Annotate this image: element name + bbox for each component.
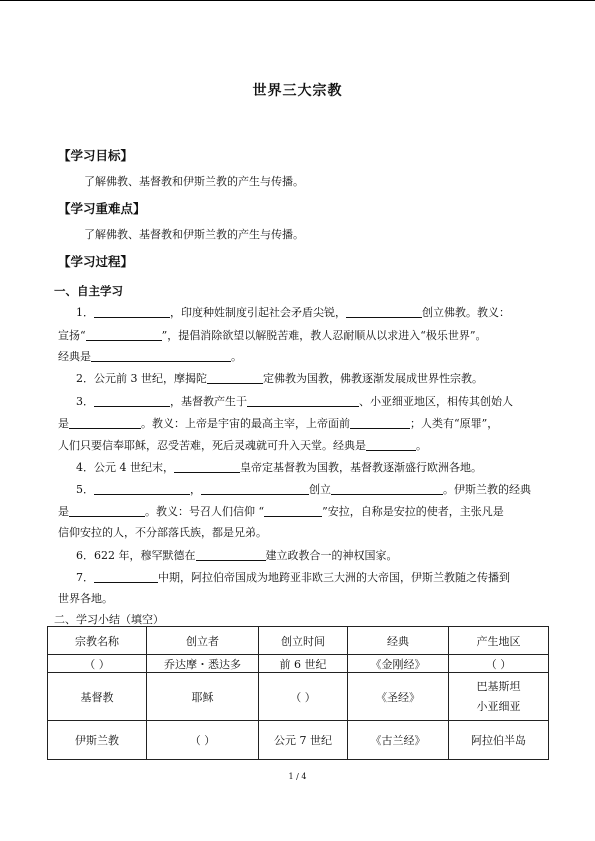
header-origin-region: 产生地区 [449, 627, 549, 655]
q3-blank-5[interactable] [366, 438, 416, 451]
goal-text: 了解佛教、基督教和伊斯兰教的产生与传播。 [84, 175, 304, 188]
q1-line3: 经典是 。 [58, 350, 242, 363]
table-row [48, 673, 549, 721]
header-founded-time: 创立时间 [259, 627, 348, 655]
cell-religion: 伊斯兰教 [48, 721, 147, 760]
header-founder: 创立者 [147, 627, 259, 655]
q5-blank-3[interactable] [331, 482, 443, 495]
q3-blank-2[interactable] [247, 394, 359, 407]
q3-blank-1[interactable] [94, 394, 170, 407]
key-text: 了解佛教、基督教和伊斯兰教的产生与传播。 [84, 228, 304, 241]
header-scripture: 经典 [348, 627, 449, 655]
cell-time-blank[interactable]: （ ） [259, 673, 348, 721]
q7-line2: 世界各地。 [58, 592, 113, 605]
q1-blank-2[interactable] [346, 305, 422, 318]
cell-founder: 乔达摩・悉达多 [147, 655, 259, 673]
table-row [48, 655, 549, 673]
q5-blank-4[interactable] [69, 504, 145, 517]
section-heading-process: 【学习过程】 [58, 254, 134, 269]
q1-blank-1[interactable] [94, 305, 170, 318]
q3-line2: 是 。教义：上帝是宇宙的最高主宰，上帝面前 ；人类有“原罪”， [58, 417, 499, 430]
table-header-row [48, 627, 549, 655]
q5-line1: 5． ， 创立 。伊斯兰教的经典 [76, 483, 531, 496]
cell-time: 公元 7 世纪 [259, 721, 348, 760]
q5-line2: 是 。教义：号召人们信仰 “ ”安拉，自称是安拉的使者，主张凡是 [58, 505, 504, 518]
page-title: 世界三大宗教 [252, 83, 343, 99]
cell-scripture: 《金刚经》 [348, 655, 449, 673]
cell-scripture: 《圣经》 [348, 673, 449, 721]
cell-religion: 基督教 [48, 673, 147, 721]
q5-blank-1[interactable] [94, 482, 190, 495]
q3-line3: 人们只要信奉耶稣，忍受苦难，死后灵魂就可升入天堂。经典是 。 [58, 439, 427, 452]
q6-line: 6．622 年，穆罕默德在 建立政教合一的神权国家。 [76, 549, 398, 562]
cell-region-blank[interactable]: （ ） [449, 655, 549, 673]
q3-blank-4[interactable] [350, 416, 410, 429]
q1-blank-3[interactable] [86, 328, 162, 341]
q2-blank-1[interactable] [207, 371, 263, 384]
page-top-rule [0, 0, 595, 1]
q3-blank-3[interactable] [69, 416, 141, 429]
page-number: 1 / 4 [288, 772, 307, 781]
cell-region-line-2: 小亚细亚 [476, 699, 521, 713]
q1-line1: 1． ，印度种姓制度引起社会矛盾尖锐， 创立佛教。教义： [76, 306, 510, 319]
summary-table [47, 626, 549, 760]
q4-blank-1[interactable] [174, 460, 240, 473]
section-heading-goal: 【学习目标】 [58, 148, 134, 163]
table-row [48, 721, 549, 760]
cell-scripture: 《古兰经》 [348, 721, 449, 760]
summary-label: 二、学习小结（填空） [54, 613, 164, 626]
q6-blank-1[interactable] [196, 548, 266, 561]
q7-blank-1[interactable] [94, 570, 158, 583]
q4-line: 4．公元 4 世纪末， 皇帝定基督教为国教，基督教逐渐盛行欧洲各地。 [76, 461, 482, 474]
cell-founder-blank[interactable]: （ ） [147, 721, 259, 760]
q5-line3: 信仰安拉的人，不分部落氏族，都是兄弟。 [58, 526, 267, 539]
cell-religion-blank[interactable]: （ ） [48, 655, 147, 673]
q7-line1: 7． 中期，阿拉伯帝国成为地跨亚非欧三大洲的大帝国，伊斯兰教随之传播到 [76, 571, 510, 584]
q1-blank-4[interactable] [91, 349, 231, 362]
q2-line: 2．公元前 3 世纪，摩揭陀 定佛教为国教，佛教逐渐发展成世界性宗教。 [76, 372, 483, 385]
section-heading-key: 【学习重难点】 [58, 201, 146, 216]
cell-region [449, 673, 549, 721]
q5-blank-2[interactable] [201, 482, 309, 495]
q3-line1: 3． ，基督教产生于 、小亚细亚地区，相传其创始人 [76, 395, 513, 408]
q5-blank-5[interactable] [264, 504, 322, 517]
cell-founder: 耶稣 [147, 673, 259, 721]
cell-time: 前 6 世纪 [259, 655, 348, 673]
cell-region: 阿拉伯半岛 [449, 721, 549, 760]
cell-region-line-1: 巴基斯坦 [476, 679, 521, 693]
q1-line2: 宣扬“ ”，提倡消除欲望以解脱苦难，教人忍耐顺从以求进入“极乐世界”。 [58, 329, 487, 342]
header-religion: 宗教名称 [48, 627, 147, 655]
self-study-heading: 一、自主学习 [54, 284, 123, 298]
